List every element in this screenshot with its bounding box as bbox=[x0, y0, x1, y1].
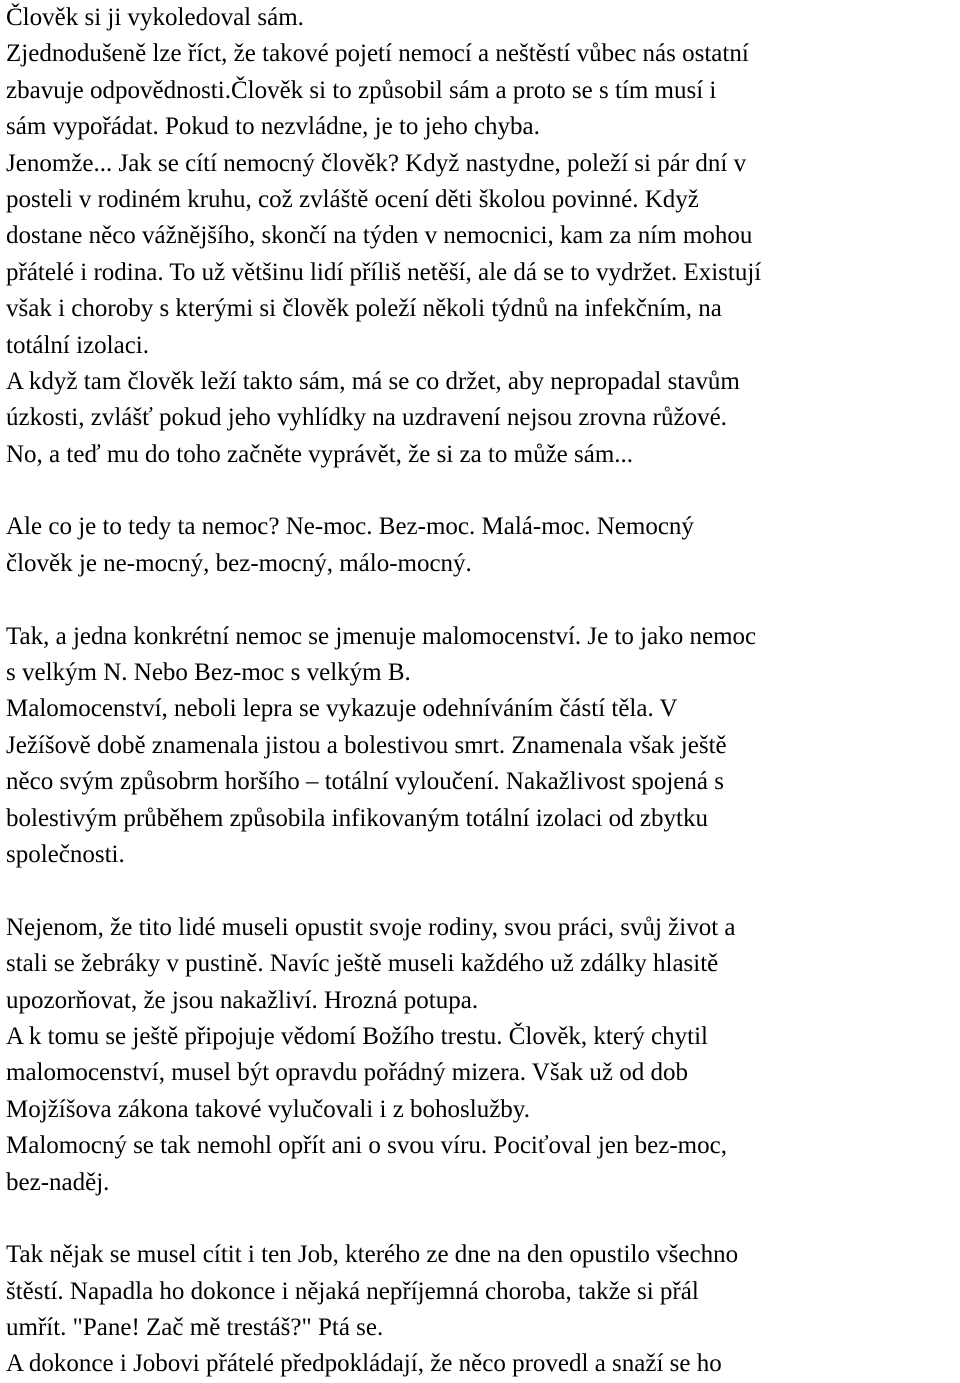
text-line: Mojžíšova zákona takové vylučovali i z bohoslužby. bbox=[6, 1095, 530, 1123]
text-line: Ježíšově době znamenala jistou a bolestivou smrt. Znamenala však ještě bbox=[6, 731, 727, 759]
text-line: stali se žebráky v pustině. Navíc ještě museli každého už zdálky hlasitě bbox=[6, 950, 719, 978]
text-line: Tak, a jedna konkrétní nemoc se jmenuje malomocenství. Je to jako nemoc bbox=[6, 622, 757, 650]
text-line: A k tomu se ještě připojuje vědomí Božího trestu. Člověk, který chytil bbox=[6, 1022, 708, 1050]
text-line: však i choroby s kterými si člověk poleží několi týdnů na infekčním, na bbox=[6, 295, 722, 323]
paragraph-11 bbox=[6, 1237, 956, 1346]
text-line: Tak nějak se musel cítit i ten Job, kterého ze dne na den opustilo všechno bbox=[6, 1241, 739, 1269]
document-page bbox=[6, 0, 956, 1383]
text-line: A dokonce i Jobovi přátelé předpokládají, že něco provedl a snaží se ho bbox=[6, 1350, 722, 1378]
text-line: No, a teď mu do toho začněte vyprávět, že si za to může sám... bbox=[6, 440, 634, 468]
paragraph-10 bbox=[6, 1128, 956, 1201]
text-line: štěstí. Napadla ho dokonce i nějaká nepříjemná choroba, takže si přál bbox=[6, 1277, 699, 1305]
text-line: přátelé i rodina. To už většinu lidí příliš netěší, ale dá se to vydržet. Existují bbox=[6, 258, 762, 286]
text-line: Malomocný se tak nemohl opřít ani o svou víru. Pociťoval jen bez-moc, bbox=[6, 1132, 727, 1160]
paragraph-8 bbox=[6, 910, 956, 1019]
text-line: společnosti. bbox=[6, 840, 125, 868]
paragraph-3 bbox=[6, 146, 956, 364]
paragraph-5 bbox=[6, 509, 956, 582]
paragraph-4 bbox=[6, 364, 956, 473]
text-line: sám vypořádat. Pokud to nezvládne, je to jeho chyba. bbox=[6, 113, 540, 141]
paragraph-spacer bbox=[6, 873, 956, 909]
text-line: Jenomže... Jak se cítí nemocný člověk? Když nastydne, poleží si pár dní v bbox=[6, 149, 747, 177]
paragraph-spacer bbox=[6, 1201, 956, 1237]
paragraph-2 bbox=[6, 36, 956, 145]
text-line: Malomocenství, neboli lepra se vykazuje odehníváním částí těla. V bbox=[6, 695, 678, 723]
text-line: totální izolaci. bbox=[6, 331, 150, 359]
text-line: upozorňovat, že jsou nakažliví. Hrozná potupa. bbox=[6, 986, 479, 1014]
paragraph-spacer bbox=[6, 582, 956, 618]
text-line: Ale co je to tedy ta nemoc? Ne-moc. Bez-moc. Malá-moc. Nemocný bbox=[6, 513, 694, 541]
text-line: umřít. "Pane! Zač mě trestáš?" Ptá se. bbox=[6, 1314, 384, 1342]
text-line: Člověk si ji vykoledoval sám. bbox=[6, 4, 304, 31]
paragraph-12 bbox=[6, 1346, 956, 1382]
text-line: něco svým způsobrm horšího – totální vyloučení. Nakažlivost spojená s bbox=[6, 768, 724, 796]
text-line: bolestivým průběhem způsobila infikovaným totální izolaci od zbytku bbox=[6, 804, 708, 832]
text-line: úzkosti, zvlášť pokud jeho vyhlídky na uzdravení nejsou zrovna růžové. bbox=[6, 404, 727, 432]
text-line: Nejenom, že tito lidé museli opustit svoje rodiny, svou práci, svůj život a bbox=[6, 913, 736, 941]
text-line: člověk je ne-mocný, bez-mocný, málo-mocný. bbox=[6, 549, 472, 577]
paragraph-1 bbox=[6, 0, 956, 36]
text-line: A když tam člověk leží takto sám, má se co držet, aby nepropadal stavům bbox=[6, 367, 740, 395]
paragraph-spacer bbox=[6, 473, 956, 509]
text-line: dostane něco vážnějšího, skončí na týden v nemocnici, kam za ním mohou bbox=[6, 222, 753, 250]
text-line: malomocenství, musel být opravdu pořádný mizera. Však už od dob bbox=[6, 1059, 689, 1087]
text-line: posteli v rodiném kruhu, což zvláště ocení děti školou povinné. Když bbox=[6, 185, 699, 213]
text-line: s velkým N. Nebo Bez-moc s velkým B. bbox=[6, 659, 411, 687]
paragraph-7 bbox=[6, 691, 956, 873]
paragraph-9 bbox=[6, 1019, 956, 1128]
text-line: bez-naděj. bbox=[6, 1168, 110, 1196]
text-line: zbavuje odpovědnosti.Člověk si to způsobil sám a proto se s tím musí i bbox=[6, 76, 717, 104]
paragraph-6 bbox=[6, 619, 956, 692]
text-line: Zjednodušeně lze říct, že takové pojetí nemocí a neštěstí vůbec nás ostatní bbox=[6, 40, 749, 68]
